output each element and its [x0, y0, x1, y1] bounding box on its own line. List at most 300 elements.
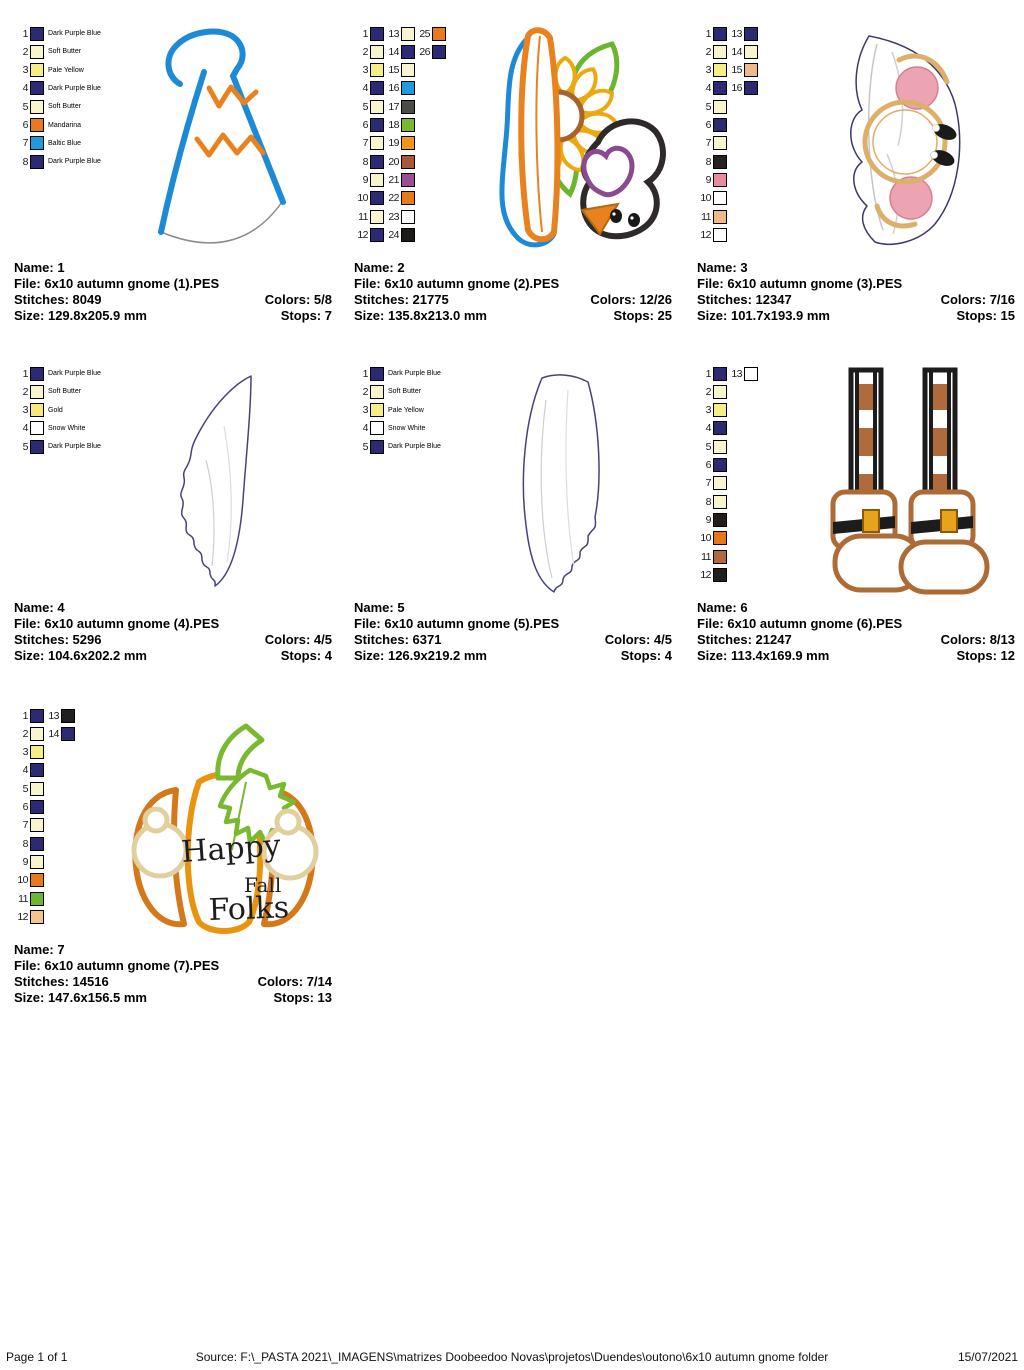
palette-entry-number: 8	[22, 155, 28, 168]
palette-entry-number: 18	[388, 119, 399, 131]
palette-entry	[354, 118, 384, 133]
palette-entry-number: 9	[22, 855, 28, 868]
palette-entry-number: 3	[705, 404, 711, 417]
palette-entry-number: 12	[357, 228, 368, 241]
design-1-meta	[14, 260, 332, 324]
palette-entry-number: 2	[22, 45, 28, 58]
palette-entry-number: 3	[22, 746, 28, 759]
palette-color-swatch	[30, 910, 44, 924]
palette-color-swatch	[370, 440, 384, 454]
palette-entry	[697, 567, 727, 582]
palette-entry	[697, 403, 727, 418]
design-card-3	[697, 22, 1024, 358]
palette-color-swatch	[30, 800, 44, 814]
palette-entry	[385, 227, 415, 242]
palette-entry-number: 13	[731, 367, 742, 380]
palette-entry	[14, 909, 44, 924]
design-2-thumbnail	[466, 24, 676, 256]
palette-color-swatch	[30, 45, 44, 59]
palette-color-swatch	[401, 81, 415, 95]
palette-entry	[697, 512, 727, 527]
design-card-7	[14, 704, 344, 1040]
palette-entry	[45, 708, 75, 723]
palette-entry-number: 5	[22, 782, 28, 795]
palette-color-swatch	[370, 210, 384, 224]
palette-color-swatch	[401, 191, 415, 205]
palette-entry	[728, 81, 758, 96]
gnome-sunflower-graphic	[466, 24, 676, 256]
design-1-thumbnail	[140, 26, 346, 258]
palette-entry-number: 8	[705, 155, 711, 168]
palette-entry	[385, 44, 415, 59]
palette-entry	[697, 476, 727, 491]
palette-entry-number: 10	[17, 874, 28, 887]
palette-color-swatch	[30, 440, 44, 454]
palette-entry-number: 13	[731, 27, 742, 40]
palette-entry-number: 10	[700, 192, 711, 205]
palette-color-swatch	[432, 27, 446, 41]
palette-entry-number: 9	[362, 173, 368, 186]
palette-entry-number: 5	[705, 440, 711, 453]
palette-color-swatch	[30, 421, 44, 435]
palette-color-swatch	[713, 568, 727, 582]
palette-entry	[728, 63, 758, 78]
palette-color-name: Soft Butter	[48, 48, 82, 56]
palette-entry-number: 19	[388, 137, 399, 150]
design-3-meta: Name: 3 File: 6x10 autumn gnome (3).PES Stitches: 12347 Colors: 7/16 Size: 101.7x193.9 mm Stops: 15	[697, 260, 1015, 323]
palette-color-swatch	[713, 63, 727, 77]
design-card-2	[354, 22, 684, 358]
palette-color-swatch	[370, 155, 384, 169]
palette-entry-number: 12	[700, 568, 711, 581]
page-number: Page 1 of 1	[6, 1350, 68, 1364]
palette-color-swatch	[370, 191, 384, 205]
palette-entry-number: 14	[48, 727, 59, 740]
palette-entry	[14, 781, 44, 796]
palette-entry-number: 1	[362, 367, 368, 380]
gnome-face-graphic	[807, 24, 1019, 256]
palette-entry	[354, 439, 441, 454]
pumpkin-text-happy: Happy	[180, 828, 282, 870]
palette-entry	[354, 99, 384, 114]
palette-entry	[354, 191, 384, 206]
palette-color-name: Soft Butter	[388, 388, 422, 396]
palette-color-swatch	[401, 63, 415, 77]
palette-color-swatch	[30, 727, 44, 741]
palette-entry-number: 11	[18, 892, 28, 905]
palette-color-swatch	[30, 782, 44, 796]
palette-color-swatch	[370, 385, 384, 399]
palette-color-swatch	[30, 385, 44, 399]
palette-color-swatch	[713, 136, 727, 150]
palette-color-swatch	[401, 27, 415, 41]
palette-entry-number: 11	[358, 210, 368, 223]
palette-entry	[697, 81, 727, 96]
palette-entry	[385, 172, 415, 187]
palette-entry-number: 8	[362, 155, 368, 168]
palette-color-swatch	[713, 550, 727, 564]
palette-color-swatch	[713, 228, 727, 242]
palette-entry-number: 26	[419, 45, 430, 58]
pumpkin-text-fall: Fall	[244, 873, 282, 897]
palette-entry	[697, 118, 727, 133]
palette-color-name: Pale Yellow	[48, 66, 84, 74]
palette-entry	[385, 81, 415, 96]
palette-entry-number: 17	[388, 100, 399, 113]
palette-entry-number: 6	[22, 119, 28, 131]
palette-entry	[697, 227, 727, 242]
palette-entry-number: 5	[362, 440, 368, 453]
file-value: 6x10 autumn gnome (1).PES	[44, 276, 220, 291]
leg-right	[925, 370, 955, 508]
palette-entry-number: 7	[22, 819, 28, 832]
palette-entry-number: 13	[388, 27, 399, 40]
palette-entry-number: 2	[22, 385, 28, 398]
palette-color-name: Snow White	[48, 424, 86, 432]
palette-color-swatch	[370, 118, 384, 132]
palette-entry-number: 11	[701, 210, 711, 223]
palette-color-swatch	[30, 155, 44, 169]
palette-entry-number: 16	[731, 82, 742, 95]
palette-entry-number: 5	[22, 100, 28, 113]
design-4-thumbnail	[154, 370, 294, 598]
palette-entry	[697, 63, 727, 78]
palette-entry	[697, 172, 727, 187]
palette-entry-number: 21	[388, 173, 399, 186]
palette-entry	[385, 154, 415, 169]
beard-right-graphic	[476, 370, 636, 598]
palette-color-swatch	[713, 458, 727, 472]
palette-entry-number: 6	[22, 801, 28, 813]
palette-color-swatch	[30, 367, 44, 381]
palette-color-name: Pale Yellow	[388, 406, 424, 414]
palette-color-swatch	[30, 81, 44, 95]
meta-name-line	[14, 260, 332, 276]
palette-entry-number: 5	[705, 100, 711, 113]
palette-entry-number: 2	[705, 45, 711, 58]
leg-left	[851, 370, 881, 508]
palette-entry-number: 3	[22, 64, 28, 77]
palette-entry	[385, 63, 415, 78]
palette-color-swatch	[713, 100, 727, 114]
footer-date: 15/07/2021	[957, 1350, 1018, 1364]
palette-entry-number: 2	[362, 45, 368, 58]
palette-color-swatch	[744, 27, 758, 41]
palette-color-swatch	[713, 476, 727, 490]
palette-entry-number: 1	[705, 367, 711, 380]
palette-entry-number: 6	[705, 459, 711, 471]
palette-entry	[14, 836, 44, 851]
palette-entry-number: 14	[388, 45, 399, 58]
palette-entry	[697, 209, 727, 224]
palette-entry-number: 1	[22, 709, 28, 722]
file-label: File:	[14, 276, 41, 291]
palette-entry	[354, 227, 384, 242]
palette-entry	[14, 63, 84, 78]
palette-color-swatch	[30, 855, 44, 869]
palette-entry-number: 4	[705, 422, 711, 435]
palette-color-name: Dark Purple Blue	[48, 443, 101, 451]
palette-entry-number: 9	[705, 513, 711, 526]
palette-entry	[14, 366, 101, 381]
palette-entry	[354, 209, 384, 224]
palette-entry	[354, 421, 425, 436]
palette-entry-number: 4	[362, 82, 368, 95]
palette-color-swatch	[30, 892, 44, 906]
source-path: Source: F:\_PASTA 2021\_IMAGENS\matrizes Doobeedoo Novas\projetos\Duendes\outono\6x10 autumn gnome folder	[195, 1350, 829, 1364]
palette-color-swatch	[744, 63, 758, 77]
palette-entry-number: 7	[22, 137, 28, 150]
palette-entry	[728, 366, 758, 381]
palette-entry-number: 15	[731, 64, 742, 77]
palette-entry-number: 3	[22, 404, 28, 417]
palette-entry-number: 12	[700, 228, 711, 241]
palette-entry-number: 7	[362, 137, 368, 150]
palette-color-swatch	[370, 63, 384, 77]
palette-entry-number: 2	[22, 727, 28, 740]
palette-entry-number: 4	[22, 764, 28, 777]
palette-entry-number: 2	[705, 385, 711, 398]
palette-color-name: Soft Butter	[48, 103, 82, 111]
palette-entry	[354, 136, 384, 151]
palette-color-swatch	[30, 873, 44, 887]
palette-color-swatch	[370, 403, 384, 417]
palette-color-name: Gold	[48, 406, 63, 414]
palette-color-swatch	[370, 367, 384, 381]
palette-color-swatch	[401, 210, 415, 224]
palette-color-swatch	[713, 45, 727, 59]
palette-entry	[385, 99, 415, 114]
palette-entry	[14, 403, 63, 418]
palette-entry	[354, 154, 384, 169]
design-4-meta: Name: 4 File: 6x10 autumn gnome (4).PES Stitches: 5296 Colors: 4/5 Size: 104.6x202.2 mm Stops: 4	[14, 600, 332, 663]
palette-color-name: Dark Purple Blue	[388, 370, 441, 377]
beard-left-graphic	[154, 370, 294, 598]
palette-entry-number: 1	[705, 27, 711, 40]
palette-color-swatch	[30, 745, 44, 759]
palette-color-swatch	[30, 403, 44, 417]
palette-entry	[45, 726, 75, 741]
meta-file-line	[14, 276, 332, 292]
palette-color-swatch	[370, 228, 384, 242]
palette-color-swatch	[713, 191, 727, 205]
palette-color-swatch	[370, 421, 384, 435]
palette-color-swatch	[370, 173, 384, 187]
palette-entry-number: 5	[362, 100, 368, 113]
palette-entry	[14, 726, 44, 741]
palette-entry	[14, 154, 101, 169]
palette-entry	[14, 118, 81, 133]
palette-entry	[728, 44, 758, 59]
palette-color-name: Dark Purple Blue	[48, 158, 101, 166]
design-5-thumbnail	[476, 370, 636, 598]
palette-entry	[14, 745, 44, 760]
palette-entry-number: 15	[388, 64, 399, 77]
palette-color-swatch	[713, 155, 727, 169]
palette-entry-number: 16	[388, 82, 399, 95]
palette-entry	[728, 26, 758, 41]
palette-color-swatch	[401, 136, 415, 150]
palette-entry	[354, 384, 421, 399]
design-6-thumbnail	[807, 366, 1011, 596]
palette-entry	[697, 26, 727, 41]
palette-entry	[14, 136, 81, 151]
palette-color-swatch	[30, 100, 44, 114]
palette-entry	[14, 763, 44, 778]
palette-color-swatch	[401, 45, 415, 59]
palette-entry	[14, 708, 44, 723]
palette-entry-number: 7	[705, 477, 711, 490]
palette-color-swatch	[713, 513, 727, 527]
palette-entry	[697, 531, 727, 546]
palette-color-name: Dark Purple Blue	[388, 443, 441, 451]
palette-color-name: Dark Purple Blue	[48, 30, 101, 37]
palette-entry-number: 14	[731, 45, 742, 58]
palette-color-swatch	[401, 155, 415, 169]
palette-color-swatch	[30, 837, 44, 851]
palette-entry	[416, 26, 446, 41]
palette-entry-number: 6	[362, 119, 368, 131]
palette-color-swatch	[713, 531, 727, 545]
gnome-legs-graphic	[807, 366, 1011, 596]
palette-entry	[697, 384, 727, 399]
palette-color-swatch	[713, 27, 727, 41]
palette-entry-number: 25	[419, 27, 430, 40]
palette-entry-number: 6	[705, 119, 711, 131]
palette-color-swatch	[401, 118, 415, 132]
palette-color-swatch	[30, 63, 44, 77]
palette-color-swatch	[401, 228, 415, 242]
palette-color-swatch	[713, 173, 727, 187]
palette-entry-number: 22	[388, 192, 399, 205]
palette-color-swatch	[30, 818, 44, 832]
palette-entry	[697, 99, 727, 114]
design-3-thumbnail	[807, 24, 1019, 256]
palette-entry-number: 23	[388, 210, 399, 223]
palette-entry	[14, 873, 44, 888]
palette-entry-number: 10	[700, 532, 711, 545]
palette-color-swatch	[61, 727, 75, 741]
palette-entry-number: 3	[362, 404, 368, 417]
palette-color-swatch	[30, 763, 44, 777]
palette-entry-number: 10	[357, 192, 368, 205]
palette-entry	[14, 44, 81, 59]
palette-entry	[14, 384, 81, 399]
palette-entry-number: 4	[22, 82, 28, 95]
palette-color-swatch	[30, 136, 44, 150]
palette-entry	[697, 191, 727, 206]
palette-entry-number: 3	[362, 64, 368, 77]
palette-color-swatch	[30, 27, 44, 41]
palette-entry	[416, 44, 446, 59]
palette-color-swatch	[713, 367, 727, 381]
design-2-meta: Name: 2 File: 6x10 autumn gnome (2).PES Stitches: 21775 Colors: 12/26 Size: 135.8x213.0 mm Stops: 25	[354, 260, 672, 323]
palette-entry-number: 24	[388, 228, 399, 241]
palette-color-name: Dark Purple Blue	[48, 370, 101, 377]
palette-color-swatch	[713, 403, 727, 417]
design-6-meta: Name: 6 File: 6x10 autumn gnome (6).PES Stitches: 21247 Colors: 8/13 Size: 113.4x169.9 mm Stops: 12	[697, 600, 1015, 663]
name-label: Name:	[14, 260, 54, 275]
palette-entry-number: 12	[17, 910, 28, 923]
palette-entry	[385, 209, 415, 224]
palette-entry	[354, 44, 384, 59]
palette-color-swatch	[30, 709, 44, 723]
name-value: 1	[57, 260, 65, 275]
palette-entry-number: 1	[362, 27, 368, 40]
palette-color-swatch	[713, 421, 727, 435]
palette-entry	[354, 26, 384, 41]
design-card-1	[14, 22, 344, 358]
palette-entry-number: 4	[22, 422, 28, 435]
palette-entry	[385, 26, 415, 41]
palette-color-swatch	[401, 100, 415, 114]
palette-color-swatch	[401, 173, 415, 187]
palette-color-swatch	[61, 709, 75, 723]
palette-entry-number: 4	[362, 422, 368, 435]
design-card-5	[354, 362, 684, 698]
palette-entry-number: 3	[705, 64, 711, 77]
palette-entry	[697, 439, 727, 454]
palette-entry-number: 1	[22, 27, 28, 40]
palette-color-swatch	[713, 495, 727, 509]
palette-color-swatch	[370, 136, 384, 150]
palette-color-swatch	[744, 367, 758, 381]
palette-entry	[14, 800, 44, 815]
design-card-6	[697, 362, 1024, 698]
palette-entry	[14, 421, 85, 436]
palette-entry-number: 8	[22, 837, 28, 850]
meta-stitches-line: Stitches: 8049 Colors: 5/8	[14, 292, 332, 307]
palette-entry	[697, 494, 727, 509]
palette-entry	[354, 366, 441, 381]
palette-entry	[14, 26, 101, 41]
palette-entry-number: 11	[701, 550, 711, 563]
palette-color-swatch	[370, 100, 384, 114]
design-5-meta: Name: 5 File: 6x10 autumn gnome (5).PES Stitches: 6371 Colors: 4/5 Size: 126.9x219.2 mm Stops: 4	[354, 600, 672, 663]
palette-entry	[14, 818, 44, 833]
palette-entry-number: 9	[705, 173, 711, 186]
design-card-4	[14, 362, 344, 698]
palette-entry	[354, 172, 384, 187]
palette-color-name: Snow White	[388, 424, 426, 432]
palette-color-swatch	[713, 440, 727, 454]
palette-color-swatch	[744, 81, 758, 95]
palette-color-swatch	[30, 118, 44, 132]
palette-entry	[697, 136, 727, 151]
palette-entry	[14, 891, 44, 906]
palette-color-swatch	[713, 385, 727, 399]
palette-entry	[385, 136, 415, 151]
pumpkin-text-folks: Folks	[208, 890, 290, 928]
palette-color-name: Baltic Blue	[48, 139, 82, 147]
palette-entry	[14, 854, 44, 869]
palette-entry	[354, 403, 424, 418]
palette-color-name: Dark Purple Blue	[48, 84, 101, 92]
palette-color-swatch	[713, 81, 727, 95]
design-7-meta: Name: 7 File: 6x10 autumn gnome (7).PES Stitches: 14516 Colors: 7/14 Size: 147.6x156.5 mm Stops: 13	[14, 942, 332, 1005]
palette-entry	[697, 154, 727, 169]
palette-entry	[385, 118, 415, 133]
palette-color-swatch	[432, 45, 446, 59]
palette-entry	[14, 99, 81, 114]
palette-entry-number: 1	[22, 367, 28, 380]
palette-color-name: Mandarina	[48, 121, 82, 129]
palette-entry	[697, 44, 727, 59]
palette-entry	[697, 366, 727, 381]
pumpkin-graphic	[114, 712, 340, 942]
palette-color-swatch	[744, 45, 758, 59]
palette-entry	[697, 421, 727, 436]
